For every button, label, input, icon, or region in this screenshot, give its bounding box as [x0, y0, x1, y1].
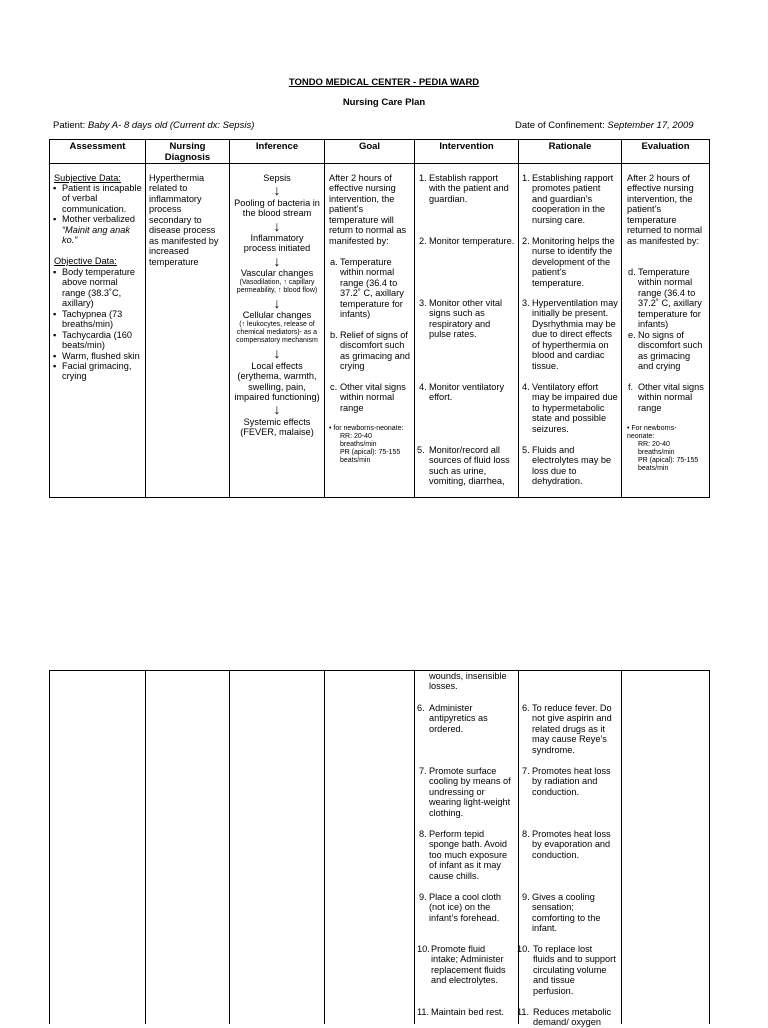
objective-heading — [54, 256, 117, 266]
date-value: September 17, 2009 — [607, 120, 694, 131]
goal-marker-b: b. — [330, 330, 338, 340]
intervention-number: 3. — [419, 298, 427, 308]
intervention-number: 11. — [417, 1007, 430, 1017]
intervention-item: Monitor other vital signs such as respiratory and pulse rates. — [429, 298, 503, 340]
inference-inflammatory: Inflammatory process initiated — [243, 233, 311, 254]
inference-systemic-effects: Systemic effects (FEVER, malaise) — [240, 417, 314, 438]
inference-cellular-detail: (↑ leukocytes, release of chemical mediators)- as a compensatory mechanism — [236, 321, 318, 344]
intervention-number: 10. — [417, 944, 430, 954]
rationale-number: 2. — [522, 236, 530, 246]
goal-item-c: Other vital signs within normal range — [340, 382, 406, 413]
table2-col-line — [229, 670, 230, 1024]
rationale-item: Gives a cooling sensation; comforting to the infant. — [532, 892, 601, 934]
intervention-item: Monitor/record all sources of fluid loss such as urine, vomiting, diarrhea, — [429, 445, 510, 487]
rationale-item: To replace lost fluids and to support circulating volume and tissue perfusion. — [533, 944, 616, 996]
table2-col-line — [145, 670, 146, 1024]
col-header-inference: Inference — [255, 141, 299, 152]
rationale-item: Hyperventilation may initially be present. Dysrhythmia may be due to direct effects of hyperthermia on blood and cardiac tissue. — [532, 298, 618, 371]
rationale-item: Promotes heat loss by radiation and conduction. — [532, 766, 611, 797]
intervention-number: 9. — [419, 892, 427, 902]
inference-cellular: Cellular changes — [242, 310, 312, 320]
evaluation-note-body: RR: 20-40 breaths/min PR (apical): 75-155 beats/min — [638, 441, 699, 472]
down-arrow-icon: ↓ — [273, 345, 281, 361]
rationale-number: 4. — [522, 382, 530, 392]
down-arrow-icon: ↓ — [273, 401, 281, 417]
evaluation-note-heading: • For newborns- neonate: — [627, 425, 677, 440]
down-arrow-icon: ↓ — [273, 218, 281, 234]
patient-value: Baby A- 8 days old (Current dx: Sepsis) — [87, 120, 255, 131]
rationale-number: 10. — [517, 944, 530, 954]
bullet-icon: ▪ — [53, 330, 57, 340]
table1-top-border — [49, 139, 710, 140]
date-label: Date of Confinement: — [515, 120, 605, 131]
table1-col-line — [145, 139, 146, 498]
table1-col-line — [709, 139, 710, 498]
evaluation-marker-e: e. — [628, 330, 636, 340]
rationale-item: Ventilatory effort may be impaired due to hypermetabolic state and possible seizures. — [532, 382, 618, 434]
intervention-item-continued: wounds, insensible losses. — [429, 671, 507, 692]
table1-col-line — [324, 139, 325, 498]
evaluation-item-d: Temperature within normal range (36.4 to 37.2˚ C, axillary temperature for infants) — [638, 267, 702, 330]
rationale-number: 9. — [522, 892, 530, 902]
subjective-item: Mother verbalized — [62, 214, 136, 224]
table2-col-line — [414, 670, 415, 1024]
down-arrow-icon: ↓ — [273, 253, 281, 269]
table2-col-line — [709, 670, 710, 1024]
rationale-item: Establishing rapport promotes patient and guardian’s cooperation in the nursing care. — [532, 173, 614, 225]
objective-heading-text: Objective Data: — [54, 256, 117, 266]
page-subtitle: Nursing Care Plan — [342, 97, 426, 108]
bullet-icon: ▪ — [53, 309, 57, 319]
goal-item-a: Temperature within normal range (36.4 to 37.2˚ C, axillary temperature for infants) — [340, 257, 404, 320]
nursing-diagnosis-text: Hyperthermia related to inflammatory process secondary to disease process as manifested by increased temperature — [149, 173, 219, 267]
intervention-item: Monitor temperature. — [429, 236, 515, 246]
evaluation-item-f: Other vital signs within normal range — [638, 382, 704, 413]
objective-item: Facial grimacing, crying — [62, 361, 132, 382]
goal-note-body: RR: 20-40 breaths/min PR (apical): 75-155 beats/min — [340, 433, 401, 464]
evaluation-intro: After 2 hours of effective nursing intervention, the patient’s temperature returned to normal as manifested by: — [627, 173, 703, 246]
intervention-number: 8. — [419, 829, 427, 839]
goal-note-heading: • for newborns-neonate: — [329, 425, 404, 432]
table2-col-line — [621, 670, 622, 1024]
table1-col-line — [621, 139, 622, 498]
table1-col-line — [49, 139, 50, 498]
confinement-date — [515, 120, 694, 131]
table1-col-line — [518, 139, 519, 498]
patient-line — [53, 120, 254, 131]
col-header-rationale: Rationale — [548, 141, 592, 152]
rationale-number: 6. — [522, 703, 530, 713]
table1-bottom-border — [49, 497, 710, 498]
inference-pooling: Pooling of bacteria in the blood stream — [234, 198, 320, 219]
subjective-heading — [54, 173, 121, 183]
intervention-number: 6. — [417, 703, 425, 713]
intervention-item: Administer antipyretics as ordered. — [429, 703, 488, 734]
intervention-item: Maintain bed rest. — [431, 1007, 505, 1017]
evaluation-item-e: No signs of discomfort such as grimacing and crying — [638, 330, 703, 372]
subjective-item: Patient is incapable of verbal communication. — [62, 183, 142, 214]
intervention-number: 2. — [419, 236, 427, 246]
subjective-quote: “Mainit ang anak ko.” — [62, 225, 130, 246]
evaluation-marker-f: f. — [628, 382, 634, 392]
rationale-item: Reduces metabolic demand/ oxygen — [533, 1007, 612, 1028]
goal-marker-c: c. — [330, 382, 338, 392]
rationale-item: To reduce fever. Do not give aspirin and related drugs as it may cause Reye’s syndrome. — [532, 703, 612, 755]
inference-vascular: Vascular changes — [240, 268, 314, 278]
intervention-number: 5. — [417, 445, 425, 455]
objective-item: Tachycardia (160 beats/min) — [62, 330, 132, 351]
intervention-item: Establish rapport with the patient and guardian. — [429, 173, 509, 204]
bullet-icon: ▪ — [53, 214, 57, 224]
patient-label: Patient: — [53, 120, 86, 131]
col-header-evaluation: Evaluation — [641, 141, 690, 152]
goal-item-b: Relief of signs of discomfort such as grimacing and crying — [340, 330, 410, 372]
intervention-number: 4. — [419, 382, 427, 392]
intervention-number: 1. — [419, 173, 427, 183]
bullet-icon: ▪ — [53, 351, 57, 361]
evaluation-marker-d: d. — [628, 267, 636, 277]
objective-item: Warm, flushed skin — [62, 351, 140, 361]
rationale-number: 11. — [517, 1007, 530, 1017]
rationale-item: Monitoring helps the nurse to identify the development of the patient’s temperature. — [532, 236, 615, 288]
table1-header-divider — [49, 163, 710, 164]
objective-item: Body temperature above normal range (38.3˚C, axillary) — [62, 267, 136, 309]
col-header-intervention: Intervention — [439, 141, 494, 152]
rationale-item: Fluids and electrolytes may be loss due to dehydration. — [532, 445, 612, 487]
col-header-nursing-diagnosis: Nursing Diagnosis — [164, 141, 211, 163]
rationale-number: 1. — [522, 173, 530, 183]
col-header-goal: Goal — [358, 141, 381, 152]
down-arrow-icon: ↓ — [273, 182, 281, 198]
intervention-number: 7. — [419, 766, 427, 776]
subjective-heading-text: Subjective Data: — [54, 173, 121, 183]
goal-marker-a: a. — [330, 257, 338, 267]
page-title — [0, 77, 768, 88]
table2-col-line — [324, 670, 325, 1024]
objective-item: Tachypnea (73 breaths/min) — [62, 309, 123, 330]
intervention-item: Promote fluid intake; Administer replacement fluids and electrolytes. — [431, 944, 506, 986]
table2-col-line — [518, 670, 519, 1024]
bullet-icon: ▪ — [53, 361, 57, 371]
bullet-icon: ▪ — [53, 267, 57, 277]
inference-sepsis: Sepsis — [263, 173, 291, 183]
intervention-item: Promote surface cooling by means of undressing or wearing light-weight clothing. — [429, 766, 511, 818]
rationale-number: 3. — [522, 298, 530, 308]
rationale-number: 5. — [522, 445, 530, 455]
inference-local-effects: Local effects (erythema, warmth, swelling, pain, impaired functioning) — [234, 361, 320, 403]
intervention-item: Monitor ventilatory effort. — [429, 382, 505, 403]
table1-col-line — [414, 139, 415, 498]
down-arrow-icon: ↓ — [273, 295, 281, 311]
inference-vascular-detail: (Vasodilation, ↑ capillary permeability, ↑ blood flow) — [236, 279, 318, 294]
table2-col-line — [49, 670, 50, 1024]
bullet-icon: ▪ — [53, 183, 57, 193]
rationale-number: 8. — [522, 829, 530, 839]
intervention-item: Perform tepid sponge bath. Avoid too much exposure of infant as it may cause chills. — [429, 829, 508, 881]
table2-top-border — [49, 670, 710, 671]
intervention-item: Place a cool cloth (not ice) on the infant’s forehead. — [429, 892, 502, 923]
rationale-item: Promotes heat loss by evaporation and conduction. — [532, 829, 611, 860]
rationale-number: 7. — [522, 766, 530, 776]
col-header-assessment: Assessment — [69, 141, 126, 152]
goal-intro: After 2 hours of effective nursing intervention, the patient’s temperature will return to normal as manifested by: — [329, 173, 407, 246]
page-title-text: TONDO MEDICAL CENTER - PEDIA WARD — [288, 77, 480, 88]
